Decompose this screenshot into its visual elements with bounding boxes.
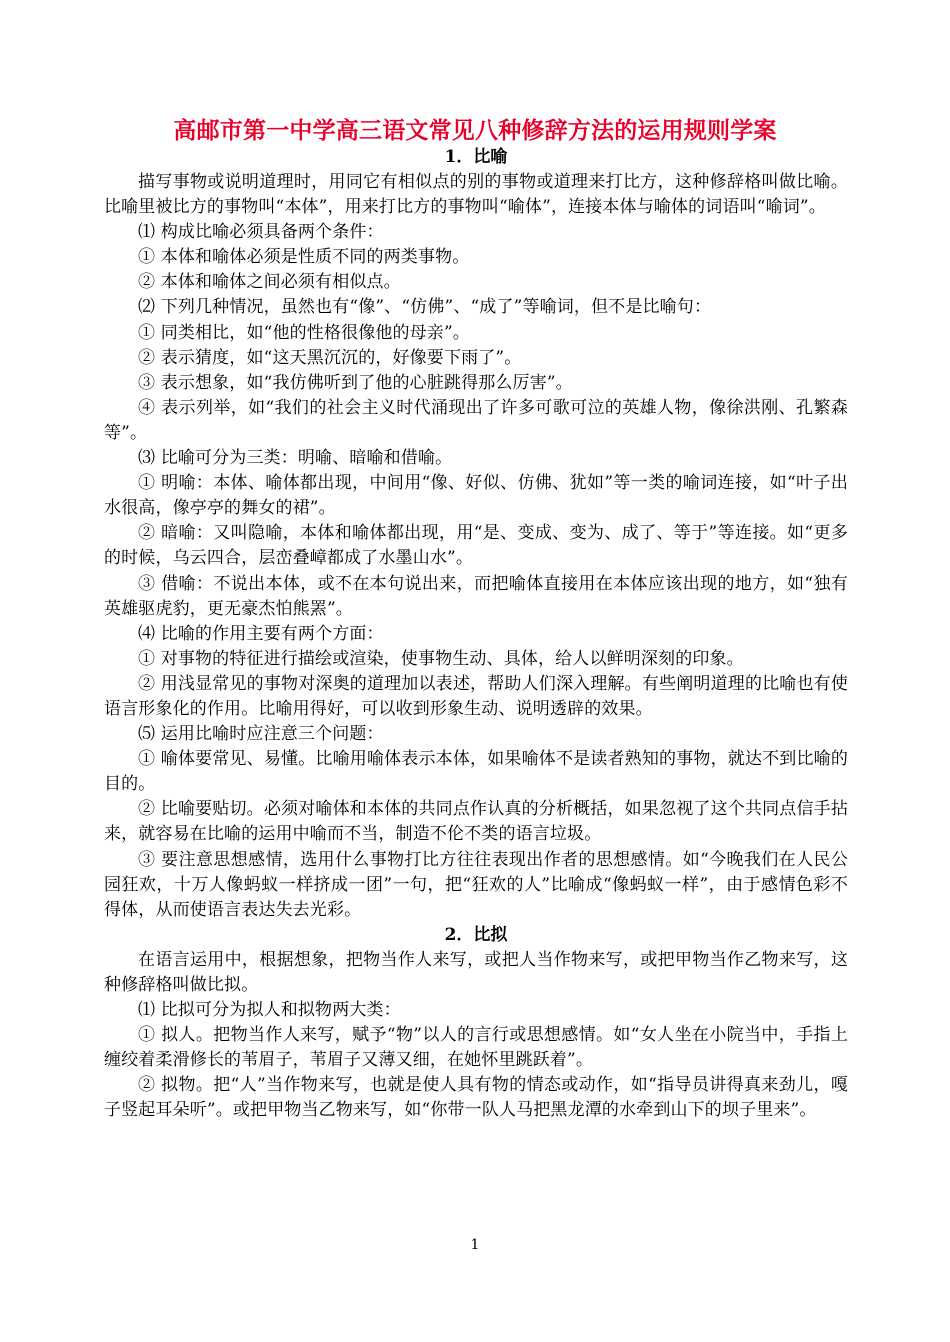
paragraph: ⑷ 比喻的作用主要有两个方面： [138, 623, 384, 644]
paragraph: ⑴ 比拟可分为拟人和拟物两大类： [138, 1000, 401, 1020]
document-title: 高邮市第一中学高三语文常见八种修辞方法的运用规则学案 [173, 117, 777, 144]
paragraph: ① 拟人。把物当作人来写，赋予“物”以人的言行或思想感情。如“女人坐在小院当中，手指上缠绞着柔滑修长的苇眉子，苇眉子又薄又细，在她怀里跳跃着”。 [104, 1025, 848, 1071]
paragraph: 描写事物或说明道理时，用同它有相似点的别的事物或道理来打比方，这种修辞格叫做比喻。比喻里被比方的事物叫“本体”，用来打比方的事物叫“喻体”，连接本体与喻体的词语叫“喻词”。 [104, 172, 848, 218]
paragraph: ⑵ 下列几种情况，虽然也有“像”、“仿佛”、“成了”等喻词，但不是比喻句： [138, 297, 712, 318]
paragraph: ① 喻体要常见、易懂。比喻用喻体表示本体，如果喻体不是读者熟知的事物，就达不到比喻的目的。 [104, 749, 848, 795]
paragraph: ③ 要注意思想感情，选用什么事物打比方往往表现出作者的思想感情。如“今晚我们在人民公园狂欢，十万人像蚂蚁一样挤成一团”一句，把“狂欢的人”比喻成“像蚂蚁一样”，由于感情色彩不得体，从而使语言表达失去光彩。 [104, 849, 848, 920]
paragraph: ② 表示猜度，如“这天黑沉沉的，好像要下雨了”。 [138, 347, 522, 368]
section-heading-simile: 1．比喻 [444, 147, 508, 167]
page-number: 1 [470, 1237, 480, 1253]
section-heading-personification: 2．比拟 [444, 924, 508, 945]
paragraph: ② 比喻要贴切。必须对喻体和本体的共同点作认真的分析概括，如果忽视了这个共同点信手拈来，就容易在比喻的运用中喻而不当，制造不伦不类的语言垃圾。 [104, 799, 848, 845]
paragraph: ② 用浅显常见的事物对深奥的道理加以表述，帮助人们深入理解。有些阐明道理的比喻也有使语言形象化的作用。比喻用得好，可以收到形象生动、说明透辟的效果。 [104, 673, 848, 719]
paragraph: ③ 表示想象，如“我仿佛听到了他的心脏跳得那么厉害”。 [138, 372, 573, 393]
paragraph: ③ 借喻：不说出本体，或不在本句说出来，而把喻体直接用在本体应该出现的地方，如“独有英雄驱虎豹，更无豪杰怕熊罴”。 [104, 573, 848, 619]
paragraph: ① 对事物的特征进行描绘或渲染，使事物生动、具体，给人以鲜明深刻的印象。 [138, 648, 744, 669]
paragraph: ① 明喻：本体、喻体都出现，中间用“像、好似、仿佛、犹如”等一类的喻词连接，如“叶子出水很高，像亭亭的舞女的裙”。 [104, 473, 848, 519]
paragraph: ⑶ 比喻可分为三类：明喻、暗喻和借喻。 [138, 448, 453, 469]
paragraph: ④ 表示列举，如“我们的社会主义时代涌现出了许多可歌可泣的英雄人物，像徐洪刚、孔繁森等”。 [104, 397, 848, 443]
paragraph: 在语言运用中，根据想象，把物当作人来写，或把人当作物来写，或把甲物当作乙物来写，这种修辞格叫做比拟。 [104, 949, 848, 995]
paragraph: ⑸ 运用比喻时应注意三个问题： [138, 724, 384, 745]
paragraph: ⑴ 构成比喻必须具备两个条件： [138, 222, 384, 243]
paragraph: ② 暗喻：又叫隐喻，本体和喻体都出现，用“是、变成、变为、成了、等于”等连接。如“更多的时候，乌云四合，层峦叠嶂都成了水墨山水”。 [104, 523, 848, 569]
paragraph: ② 本体和喻体之间必须有相似点。 [138, 272, 401, 293]
paragraph: ① 同类相比，如“他的性格很像他的母亲”。 [138, 322, 470, 343]
paragraph: ① 本体和喻体必须是性质不同的两类事物。 [138, 247, 470, 268]
paragraph: ② 拟物。把“人”当作物来写，也就是使人具有物的情态或动作，如“指导员讲得真来劲儿，嘎子竖起耳朵听”。或把甲物当乙物来写，如“你带一队人马把黑龙潭的水牵到山下的坝子里来”。 [104, 1075, 848, 1121]
document-body [104, 145, 848, 1123]
